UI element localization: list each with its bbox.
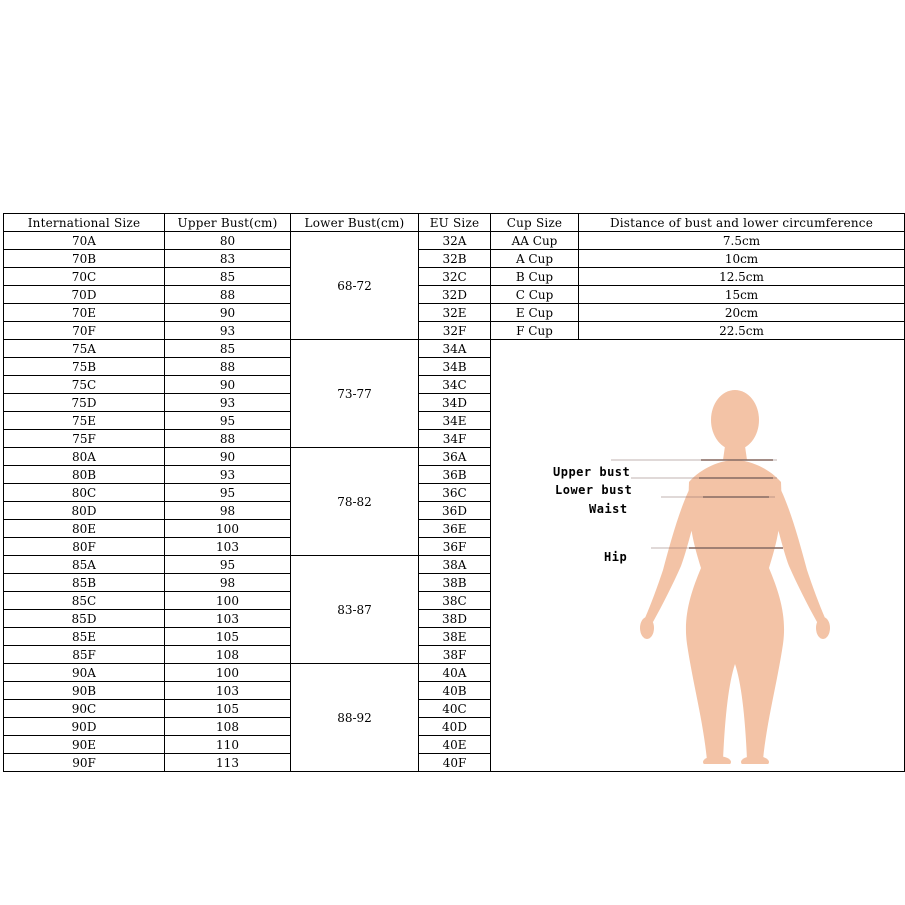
header-row bbox=[4, 214, 905, 232]
international-size-cell: 80A bbox=[4, 448, 165, 466]
figure-cell bbox=[491, 340, 905, 772]
table-row bbox=[4, 250, 905, 268]
upper-bust-cell: 95 bbox=[165, 556, 291, 574]
eu-size-cell: 34A bbox=[419, 340, 491, 358]
international-size-cell: 70E bbox=[4, 304, 165, 322]
eu-size-cell: 40F bbox=[419, 754, 491, 772]
distance-cell: 10cm bbox=[579, 250, 905, 268]
header-distance: Distance of bust and lower circumference bbox=[579, 214, 905, 232]
eu-size-cell: 34F bbox=[419, 430, 491, 448]
label-upper-bust: Upper bust bbox=[553, 465, 631, 479]
lower-bust-cell: 83-87 bbox=[291, 556, 419, 664]
table-row bbox=[4, 232, 905, 250]
upper-bust-cell: 100 bbox=[165, 664, 291, 682]
international-size-cell: 75D bbox=[4, 394, 165, 412]
eu-size-cell: 32C bbox=[419, 268, 491, 286]
upper-bust-cell: 95 bbox=[165, 412, 291, 430]
eu-size-cell: 32F bbox=[419, 322, 491, 340]
distance-cell: 12.5cm bbox=[579, 268, 905, 286]
distance-cell: 22.5cm bbox=[579, 322, 905, 340]
international-size-cell: 70B bbox=[4, 250, 165, 268]
cup-size-cell: E Cup bbox=[491, 304, 579, 322]
upper-bust-cell: 100 bbox=[165, 592, 291, 610]
upper-bust-cell: 98 bbox=[165, 502, 291, 520]
international-size-cell: 75E bbox=[4, 412, 165, 430]
international-size-cell: 70A bbox=[4, 232, 165, 250]
lower-bust-cell: 88-92 bbox=[291, 664, 419, 772]
distance-cell: 7.5cm bbox=[579, 232, 905, 250]
eu-size-cell: 38C bbox=[419, 592, 491, 610]
header-upper-bust: Upper Bust(cm) bbox=[165, 214, 291, 232]
eu-size-cell: 32A bbox=[419, 232, 491, 250]
table-row bbox=[4, 304, 905, 322]
eu-size-cell: 32B bbox=[419, 250, 491, 268]
international-size-cell: 70D bbox=[4, 286, 165, 304]
international-size-cell: 75F bbox=[4, 430, 165, 448]
upper-bust-cell: 98 bbox=[165, 574, 291, 592]
cup-size-cell: B Cup bbox=[491, 268, 579, 286]
international-size-cell: 75B bbox=[4, 358, 165, 376]
eu-size-cell: 36B bbox=[419, 466, 491, 484]
eu-size-cell: 36A bbox=[419, 448, 491, 466]
label-waist: Waist bbox=[589, 502, 628, 516]
eu-size-cell: 32D bbox=[419, 286, 491, 304]
upper-bust-cell: 95 bbox=[165, 484, 291, 502]
international-size-cell: 80C bbox=[4, 484, 165, 502]
upper-bust-cell: 105 bbox=[165, 700, 291, 718]
upper-bust-cell: 103 bbox=[165, 610, 291, 628]
upper-bust-cell: 85 bbox=[165, 340, 291, 358]
upper-bust-cell: 93 bbox=[165, 466, 291, 484]
eu-size-cell: 34E bbox=[419, 412, 491, 430]
upper-bust-cell: 108 bbox=[165, 646, 291, 664]
international-size-cell: 85B bbox=[4, 574, 165, 592]
header-cup-size: Cup Size bbox=[491, 214, 579, 232]
eu-size-cell: 38A bbox=[419, 556, 491, 574]
upper-bust-cell: 100 bbox=[165, 520, 291, 538]
upper-bust-cell: 108 bbox=[165, 718, 291, 736]
eu-size-cell: 34D bbox=[419, 394, 491, 412]
eu-size-cell: 34B bbox=[419, 358, 491, 376]
upper-bust-cell: 103 bbox=[165, 538, 291, 556]
international-size-cell: 90F bbox=[4, 754, 165, 772]
size-chart-table bbox=[3, 213, 905, 772]
table-row bbox=[4, 340, 905, 358]
upper-bust-cell: 93 bbox=[165, 322, 291, 340]
header-international-size: International Size bbox=[4, 214, 165, 232]
table-row bbox=[4, 322, 905, 340]
international-size-cell: 90D bbox=[4, 718, 165, 736]
international-size-cell: 80D bbox=[4, 502, 165, 520]
eu-size-cell: 40E bbox=[419, 736, 491, 754]
label-lower-bust: Lower bust bbox=[555, 483, 633, 497]
eu-size-cell: 36C bbox=[419, 484, 491, 502]
eu-size-cell: 40D bbox=[419, 718, 491, 736]
eu-size-cell: 36D bbox=[419, 502, 491, 520]
lower-bust-cell: 78-82 bbox=[291, 448, 419, 556]
eu-size-cell: 36E bbox=[419, 520, 491, 538]
international-size-cell: 90C bbox=[4, 700, 165, 718]
international-size-cell: 70C bbox=[4, 268, 165, 286]
eu-size-cell: 34C bbox=[419, 376, 491, 394]
body-silhouette-icon bbox=[521, 364, 871, 764]
eu-size-cell: 38E bbox=[419, 628, 491, 646]
eu-size-cell: 40C bbox=[419, 700, 491, 718]
upper-bust-cell: 110 bbox=[165, 736, 291, 754]
upper-bust-cell: 83 bbox=[165, 250, 291, 268]
cup-size-cell: F Cup bbox=[491, 322, 579, 340]
international-size-cell: 80B bbox=[4, 466, 165, 484]
upper-bust-cell: 88 bbox=[165, 430, 291, 448]
eu-size-cell: 38F bbox=[419, 646, 491, 664]
cup-size-cell: C Cup bbox=[491, 286, 579, 304]
international-size-cell: 85F bbox=[4, 646, 165, 664]
table-row bbox=[4, 268, 905, 286]
header-eu-size: EU Size bbox=[419, 214, 491, 232]
lower-bust-cell: 68-72 bbox=[291, 232, 419, 340]
header-lower-bust: Lower Bust(cm) bbox=[291, 214, 419, 232]
eu-size-cell: 32E bbox=[419, 304, 491, 322]
upper-bust-cell: 90 bbox=[165, 448, 291, 466]
international-size-cell: 75A bbox=[4, 340, 165, 358]
eu-size-cell: 38D bbox=[419, 610, 491, 628]
upper-bust-cell: 105 bbox=[165, 628, 291, 646]
international-size-cell: 90B bbox=[4, 682, 165, 700]
upper-bust-cell: 113 bbox=[165, 754, 291, 772]
upper-bust-cell: 90 bbox=[165, 376, 291, 394]
body-measurement-figure bbox=[491, 340, 903, 771]
international-size-cell: 70F bbox=[4, 322, 165, 340]
upper-bust-cell: 88 bbox=[165, 286, 291, 304]
international-size-cell: 80E bbox=[4, 520, 165, 538]
cup-size-cell: A Cup bbox=[491, 250, 579, 268]
cup-size-cell: AA Cup bbox=[491, 232, 579, 250]
eu-size-cell: 40B bbox=[419, 682, 491, 700]
label-hip: Hip bbox=[604, 550, 628, 564]
international-size-cell: 85E bbox=[4, 628, 165, 646]
eu-size-cell: 40A bbox=[419, 664, 491, 682]
international-size-cell: 75C bbox=[4, 376, 165, 394]
eu-size-cell: 38B bbox=[419, 574, 491, 592]
upper-bust-cell: 103 bbox=[165, 682, 291, 700]
international-size-cell: 90E bbox=[4, 736, 165, 754]
international-size-cell: 80F bbox=[4, 538, 165, 556]
international-size-cell: 85A bbox=[4, 556, 165, 574]
international-size-cell: 90A bbox=[4, 664, 165, 682]
eu-size-cell: 36F bbox=[419, 538, 491, 556]
lower-bust-cell: 73-77 bbox=[291, 340, 419, 448]
size-chart-body bbox=[4, 232, 905, 772]
upper-bust-cell: 90 bbox=[165, 304, 291, 322]
upper-bust-cell: 88 bbox=[165, 358, 291, 376]
distance-cell: 15cm bbox=[579, 286, 905, 304]
table-row bbox=[4, 286, 905, 304]
international-size-cell: 85C bbox=[4, 592, 165, 610]
international-size-cell: 85D bbox=[4, 610, 165, 628]
upper-bust-cell: 80 bbox=[165, 232, 291, 250]
upper-bust-cell: 85 bbox=[165, 268, 291, 286]
upper-bust-cell: 93 bbox=[165, 394, 291, 412]
distance-cell: 20cm bbox=[579, 304, 905, 322]
